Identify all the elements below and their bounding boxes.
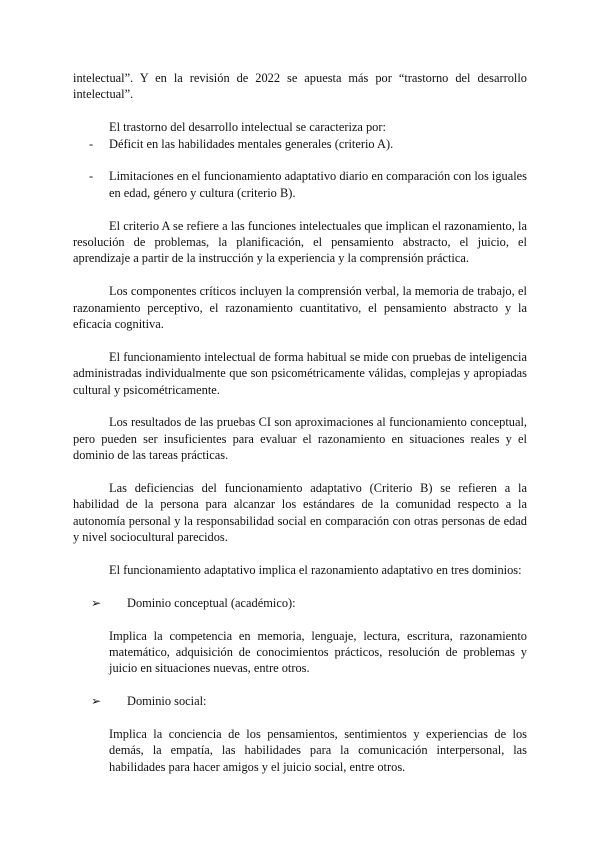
domain-text-conceptual: Implica la competencia en memoria, lenguaje, lectura, escritura, razonamiento matemático, adquisición de conocimientos prácticos, resolución de problemas y juicio en situaciones nuevas, entre otros.: [109, 628, 527, 676]
paragraph-ci-results: Los resultados de las pruebas CI son aproximaciones al funcionamiento conceptual, pero pueden ser insuficientes para evaluar el razonamiento en situaciones reales y el dominio de las tareas prácticas.: [73, 415, 527, 463]
paragraph-criterion-b: Las deficiencias del funcionamiento adaptativo (Criterio B) se refieren a la habilidad de la persona para alcanzar los estándares de la comunidad respecto a la autonomía personal y la responsabilidad social en comparación con otras personas de edad y nivel sociocultural parecidos.: [73, 481, 527, 545]
domain-title-social: Dominio social:: [127, 694, 207, 709]
dash-bullet-icon: -: [89, 136, 94, 151]
paragraph-critical-components: Los componentes críticos incluyen la comprensión verbal, la memoria de trabajo, el razonamiento perceptivo, el razonamiento cuantitativo, el pensamiento abstracto y la eficacia cognitiva.: [73, 284, 527, 332]
domain-heading-social: [91, 693, 527, 709]
arrow-bullet-icon: ➢: [91, 694, 102, 709]
paragraph-adaptive-domains-intro: El funcionamiento adaptativo implica el razonamiento adaptativo en tres dominios:: [109, 563, 522, 578]
paragraph-intelligence-tests: El funcionamiento intelectual de forma habitual se mide con pruebas de inteligencia administradas individualmente que son psicométricamente válidas, complejas y apropiadas cultural y psicométricamente.: [73, 349, 527, 397]
list-item-criterion-b: [73, 168, 527, 201]
criterion-a-text: Déficit en las habilidades mentales generales (criterio A).: [109, 136, 394, 151]
arrow-bullet-icon: ➢: [91, 595, 102, 610]
domain-text-social: Implica la conciencia de los pensamientos, sentimientos y experiencias de los demás, la empatía, las habilidades para la comunicación interpersonal, las habilidades para hacer amigos y el juicio social, entre otros.: [109, 727, 527, 774]
domain-heading-conceptual: [91, 595, 527, 611]
criteria-list: [73, 136, 527, 202]
paragraph-intro-continuation: intelectual”. Y en la revisión de 2022 se apuesta más por “trastorno del desarrollo intelectual”.: [73, 71, 527, 102]
dash-bullet-icon: -: [89, 169, 94, 184]
domain-title-conceptual: Dominio conceptual (académico):: [127, 595, 296, 610]
paragraph-characteristics-intro: El trastorno del desarrollo intelectual se caracteriza por:: [109, 120, 386, 135]
paragraph-criterion-a: El criterio A se refiere a las funciones intelectuales que implican el razonamiento, la resolución de problemas, la planificación, el pensamiento abstracto, el juicio, el aprendizaje a partir de la instrucción y la experiencia y la comprensión práctica.: [73, 218, 527, 266]
criterion-b-text: Limitaciones en el funcionamiento adaptativo diario en comparación con los iguales en edad, género y cultura (criterio B).: [109, 169, 527, 200]
list-item-criterion-a: [73, 136, 527, 152]
